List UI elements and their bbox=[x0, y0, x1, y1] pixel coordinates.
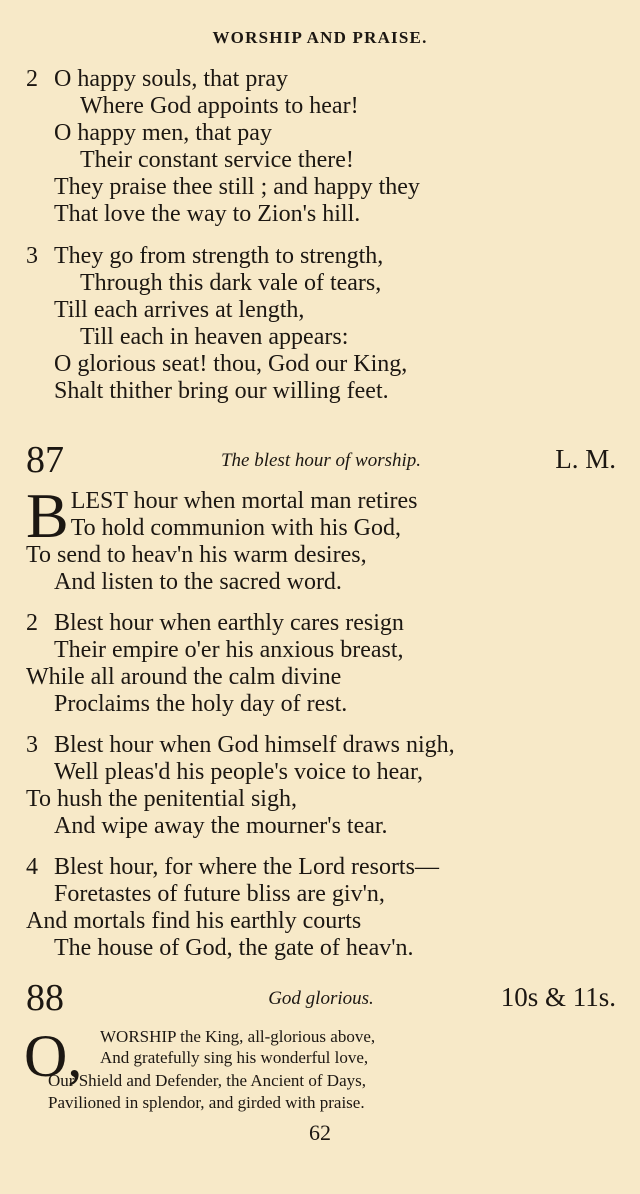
hymn-87-header bbox=[26, 440, 616, 480]
hymn-number: 87 bbox=[26, 439, 64, 481]
verse-line: While all around the calm divine bbox=[26, 664, 342, 690]
verse-line: They praise thee still ; and happy they bbox=[54, 174, 420, 200]
verse-line: And gratefully sing his wonderful love, bbox=[100, 1048, 369, 1067]
verse-line: They go from strength to strength, bbox=[54, 243, 384, 269]
hymn-87-stanza-4 bbox=[26, 854, 626, 962]
verse-line: Through this dark vale of tears, bbox=[80, 270, 382, 296]
verse-line: Pavilioned in splendor, and girded with praise. bbox=[48, 1093, 365, 1112]
hymn-88-header bbox=[26, 978, 616, 1018]
page-number: 62 bbox=[309, 1120, 331, 1145]
verse-line: The house of God, the gate of heav'n. bbox=[54, 935, 414, 961]
hymn-87-stanza-3 bbox=[26, 732, 626, 840]
hymn-number: 88 bbox=[26, 977, 64, 1019]
stanza-number: 2 bbox=[26, 610, 38, 636]
verse-line: Proclaims the holy day of rest. bbox=[54, 691, 348, 717]
stanza-continued-3 bbox=[26, 243, 626, 405]
verse-line: Blest hour, for where the Lord resorts— bbox=[54, 854, 439, 880]
verse-line: Shalt thither bring our willing feet. bbox=[54, 378, 389, 404]
hymn-meter: 10s & 11s. bbox=[500, 982, 616, 1012]
verse-line: Their constant service there! bbox=[80, 147, 354, 173]
verse-line: Till each arrives at length, bbox=[54, 297, 305, 323]
verse-line: Blest hour when earthly cares resign bbox=[54, 610, 404, 636]
hymn-88-stanza-1 bbox=[0, 1023, 640, 1116]
verse-line: LEST hour when mortal man retires bbox=[70, 488, 418, 514]
stanza-number: 4 bbox=[26, 854, 38, 880]
verse-line: Our Shield and Defender, the Ancient of Days, bbox=[48, 1071, 366, 1090]
stanza-number: 2 bbox=[26, 66, 38, 92]
verse-line: That love the way to Zion's hill. bbox=[54, 201, 361, 227]
drop-cap: B bbox=[26, 480, 69, 551]
stanza-continued-2 bbox=[26, 66, 626, 228]
verse-line: And wipe away the mourner's tear. bbox=[54, 813, 388, 839]
verse-line: Foretastes of future bliss are giv'n, bbox=[54, 881, 385, 907]
hymn-87-stanza-1 bbox=[26, 480, 626, 596]
running-head: WORSHIP AND PRAISE. bbox=[212, 28, 428, 47]
verse-line: To hush the penitential sigh, bbox=[26, 786, 297, 812]
verse-line: O glorious seat! thou, God our King, bbox=[54, 351, 408, 377]
verse-line: Till each in heaven appears: bbox=[80, 324, 349, 350]
hymn-title: God glorious. bbox=[268, 988, 374, 1009]
stanza-number: 3 bbox=[26, 243, 38, 269]
verse-line: To send to heav'n his warm desires, bbox=[26, 542, 367, 568]
hymn-87-stanza-2 bbox=[26, 610, 626, 718]
verse-line: And mortals find his earthly courts bbox=[26, 908, 362, 934]
verse-line: To hold communion with his God, bbox=[70, 515, 402, 541]
verse-line: O happy souls, that pray bbox=[54, 66, 288, 92]
hymn-meter: L. M. bbox=[555, 444, 616, 474]
verse-line: Blest hour when God himself draws nigh, bbox=[54, 732, 455, 758]
verse-line: And listen to the sacred word. bbox=[54, 569, 342, 595]
verse-line: Their empire o'er his anxious breast, bbox=[54, 637, 404, 663]
verse-line: WORSHIP the King, all-glorious above, bbox=[100, 1027, 376, 1046]
hymn-title: The blest hour of worship. bbox=[220, 450, 422, 471]
verse-line: O happy men, that pay bbox=[54, 120, 272, 146]
stanza-number: 3 bbox=[26, 732, 38, 758]
verse-line: Well pleas'd his people's voice to hear, bbox=[54, 759, 423, 785]
verse-line: Where God appoints to hear! bbox=[80, 93, 359, 119]
drop-cap: O, bbox=[24, 1023, 83, 1089]
